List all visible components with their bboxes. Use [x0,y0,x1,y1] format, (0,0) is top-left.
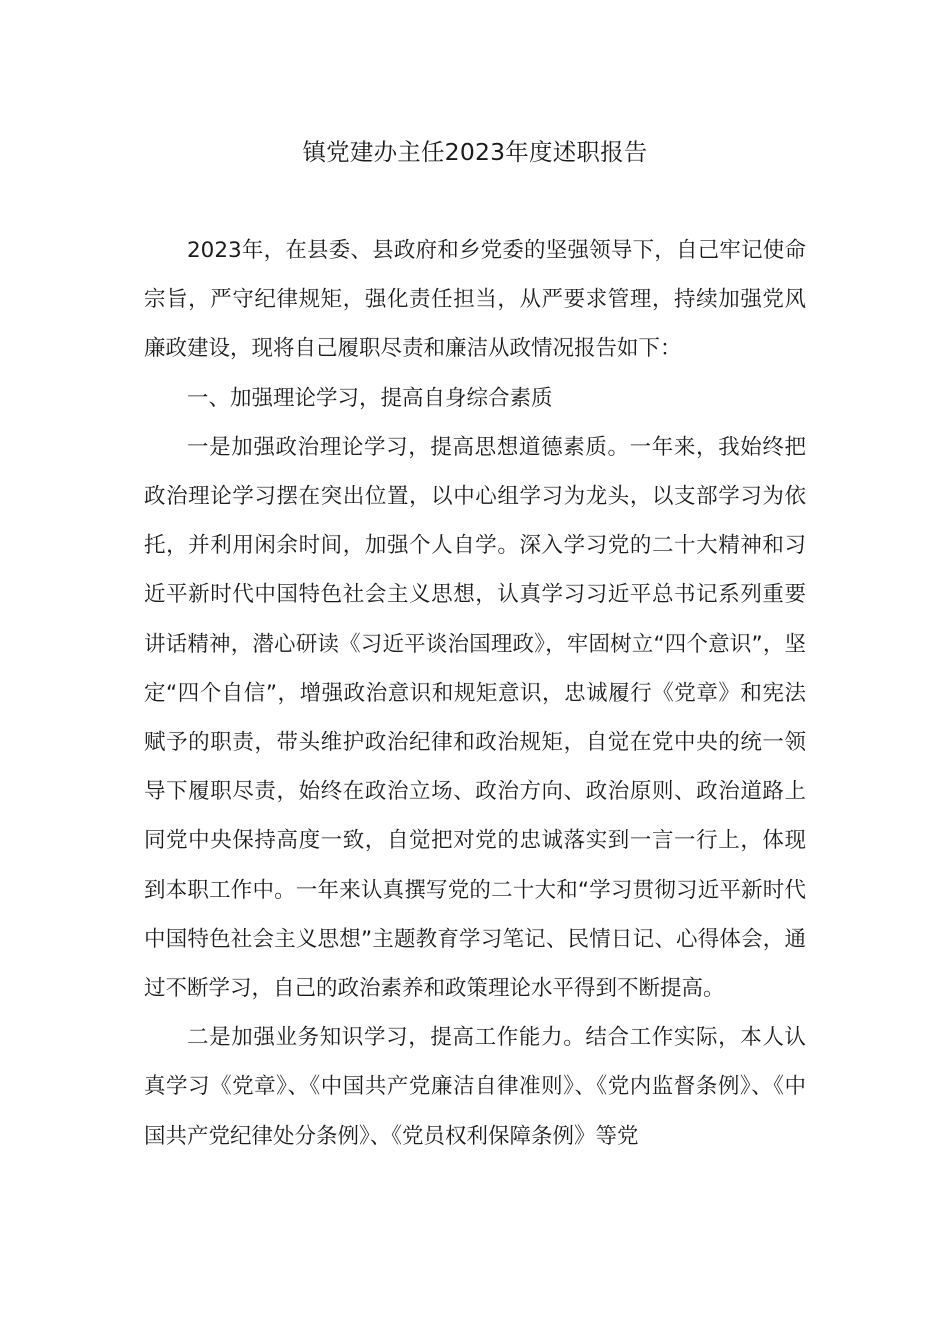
body-paragraph-1: 一是加强政治理论学习，提高思想道德素质。一年来，我始终把政治理论学习摆在突出位置，以中心组学习为龙头，以支部学习为依托，并利用闲余时间，加强个人自学。深入学习党的二十大精神和习近平新时代中国特色社会主义思想，认真学习习近平总书记系列重要讲话精神，潜心研读《习近平谈治国理政》，牢固树立“四个意识”，坚定“四个自信”，增强政治意识和规矩意识，忠诚履行《党章》和宪法赋予的职责，带头维护政治纪律和政治规矩，自觉在党中央的统一领导下履职尽责，始终在政治立场、政治方向、政治原则、政治道路上同党中央保持高度一致，自觉把对党的忠诚落实到一言一行上，体现到本职工作中。一年来认真撰写党的二十大和“学习贯彻习近平新时代中国特色社会主义思想”主题教育学习笔记、民情日记、心得体会，通过不断学习，自己的政治素养和政策理论水平得到不断提高。 [144,434,806,1002]
document-title: 镇党建办主任2023年度述职报告 [302,138,648,166]
section-heading-1: 一、加强理论学习，提高自身综合素质 [187,385,553,411]
intro-paragraph: 2023年，在县委、县政府和乡党委的坚强领导下，自己牢记使命宗旨，严守纪律规矩，强化责任担当，从严要求管理，持续加强党风廉政建设，现将自己履职尽责和廉洁从政情况报告如下： [144,238,806,362]
body-paragraph-2: 二是加强业务知识学习，提高工作能力。结合工作实际，本人认真学习《党章》、《中国共产党廉洁自律准则》、《党内监督条例》、《中国共产党纪律处分条例》、《党员权利保障条例》等党 [144,1025,806,1149]
document-body [144,226,806,1161]
